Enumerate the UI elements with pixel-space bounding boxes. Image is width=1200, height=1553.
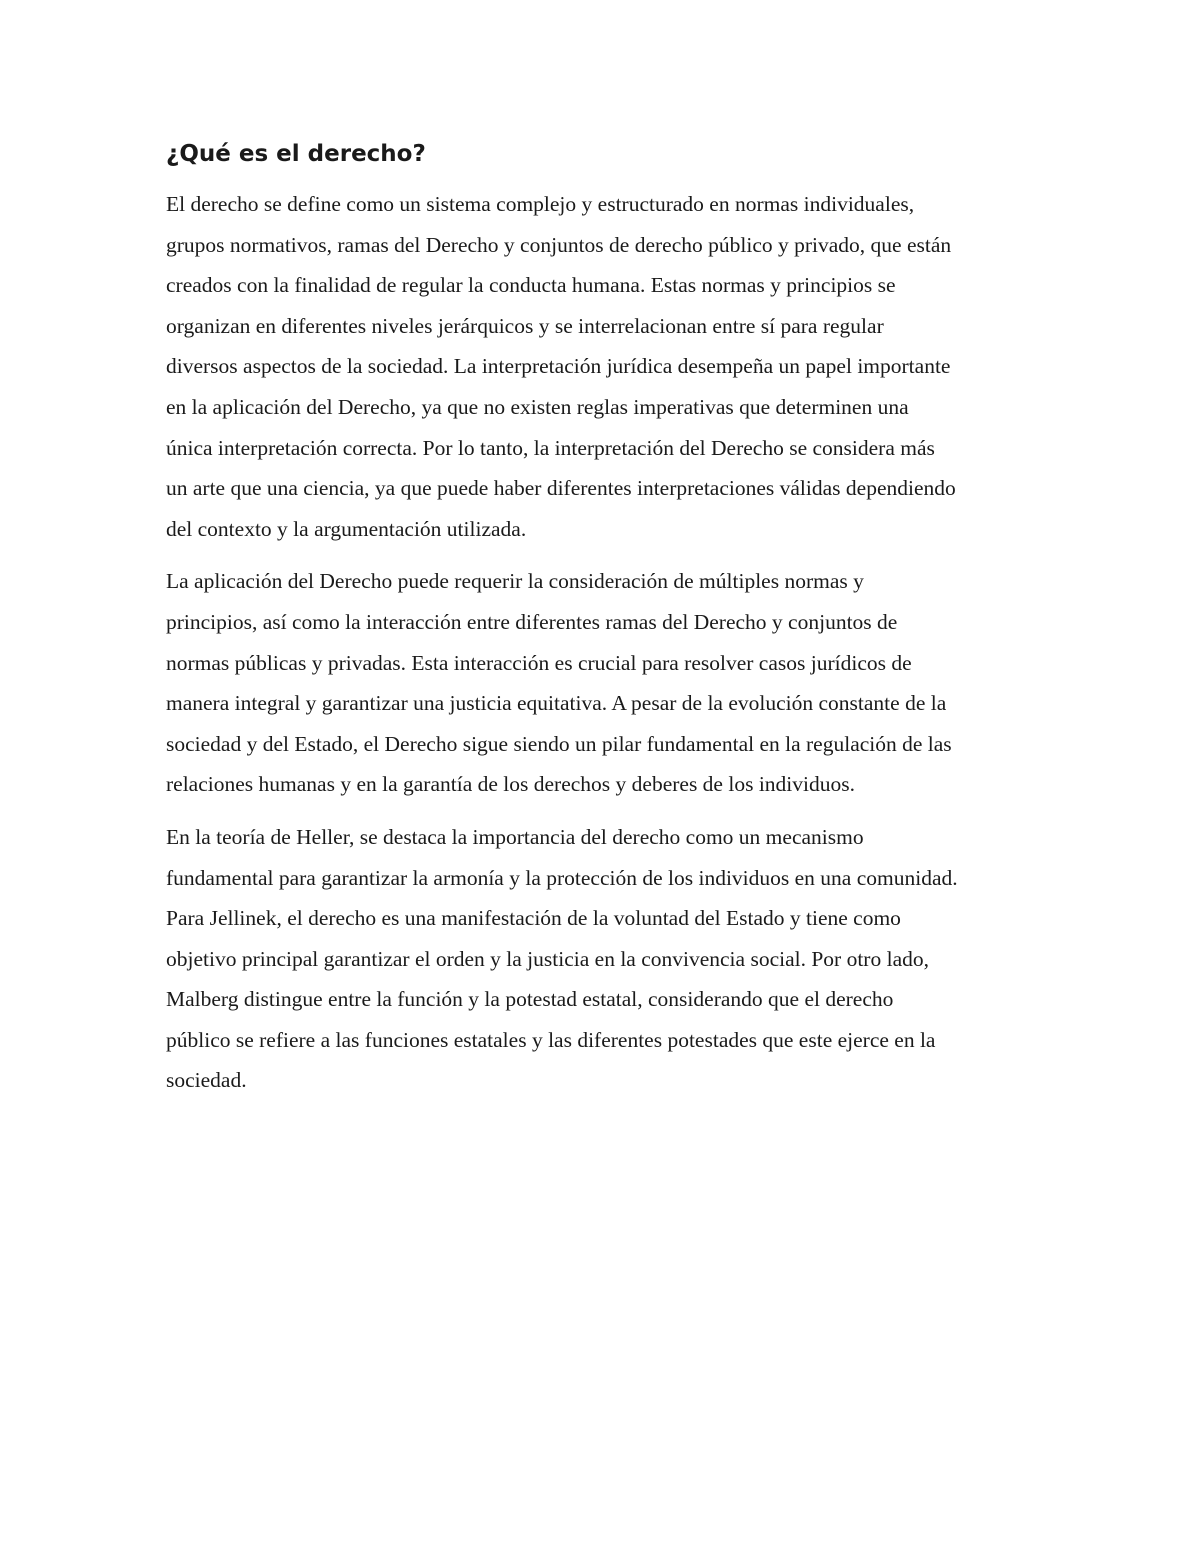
paragraph-line: sociedad y del Estado, el Derecho sigue siendo un pilar fundamental en la regulación de las bbox=[166, 731, 952, 756]
paragraph-line: La aplicación del Derecho puede requerir la consideración de múltiples normas y bbox=[166, 569, 864, 594]
paragraph-line: fundamental para garantizar la armonía y la protección de los individuos en una comunidad. bbox=[166, 865, 958, 890]
paragraph-line: creados con la finalidad de regular la conducta humana. Estas normas y principios se bbox=[166, 273, 896, 298]
paragraph-line: un arte que una ciencia, ya que puede haber diferentes interpretaciones válidas dependiendo bbox=[166, 476, 956, 501]
paragraph-line: manera integral y garantizar una justicia equitativa. A pesar de la evolución constante de la bbox=[166, 691, 947, 716]
paragraph-line: organizan en diferentes niveles jerárquicos y se interrelacionan entre sí para regular bbox=[166, 313, 884, 338]
document-body bbox=[166, 138, 1038, 1113]
paragraph-3 bbox=[166, 817, 1038, 1101]
page-title: ¿Qué es el derecho? bbox=[166, 141, 426, 167]
paragraph-line: normas públicas y privadas. Esta interacción es crucial para resolver casos jurídicos de bbox=[166, 650, 912, 675]
paragraph-line: única interpretación correcta. Por lo tanto, la interpretación del Derecho se considera más bbox=[166, 435, 935, 460]
paragraph-line: Para Jellinek, el derecho es una manifestación de la voluntad del Estado y tiene como bbox=[166, 906, 901, 931]
paragraph-1 bbox=[166, 184, 1038, 549]
paragraph-line: en la aplicación del Derecho, ya que no existen reglas imperativas que determinen una bbox=[166, 394, 909, 419]
paragraph-line: relaciones humanas y en la garantía de los derechos y deberes de los individuos. bbox=[166, 772, 855, 797]
paragraph-line: sociedad. bbox=[166, 1068, 247, 1093]
paragraph-line: objetivo principal garantizar el orden y la justicia en la convivencia social. Por otro lado, bbox=[166, 946, 929, 971]
paragraph-line: del contexto y la argumentación utilizada. bbox=[166, 516, 527, 541]
paragraph-line: El derecho se define como un sistema complejo y estructurado en normas individuales, bbox=[166, 192, 915, 216]
paragraph-line: En la teoría de Heller, se destaca la importancia del derecho como un mecanismo bbox=[166, 824, 864, 849]
paragraph-2 bbox=[166, 561, 1038, 805]
paragraph-line: diversos aspectos de la sociedad. La interpretación jurídica desempeña un papel importante bbox=[166, 354, 951, 379]
paragraph-line: grupos normativos, ramas del Derecho y conjuntos de derecho público y privado, que están bbox=[166, 232, 952, 257]
paragraph-line: Malberg distingue entre la función y la potestad estatal, considerando que el derecho bbox=[166, 987, 894, 1012]
paragraph-line: principios, así como la interacción entre diferentes ramas del Derecho y conjuntos de bbox=[166, 609, 898, 634]
paragraph-line: público se refiere a las funciones estatales y las diferentes potestades que este ejerce en la bbox=[166, 1027, 936, 1052]
